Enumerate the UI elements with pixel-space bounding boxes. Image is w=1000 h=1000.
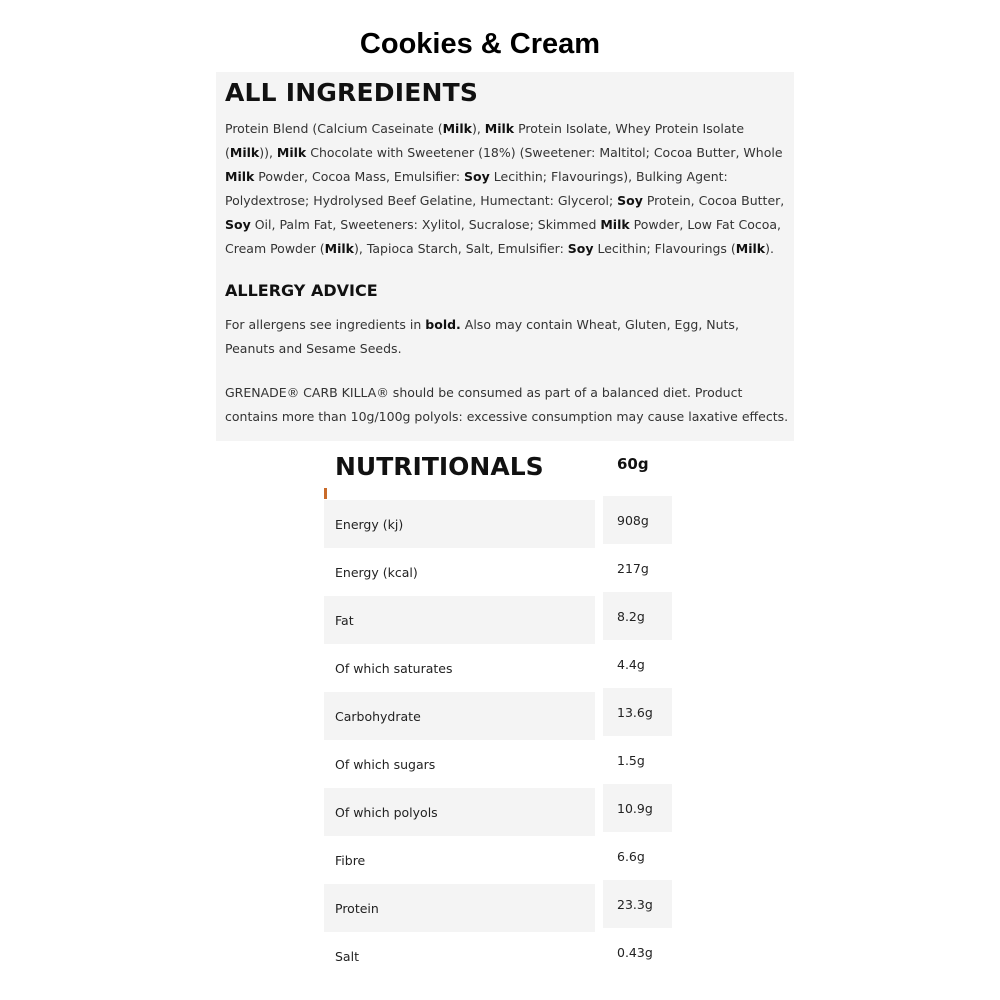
- nutrient-label: Salt: [335, 949, 359, 964]
- nutrient-label: Carbohydrate: [324, 692, 595, 740]
- table-row: [324, 836, 672, 884]
- text-segment: Lecithin; Flavourings (: [593, 241, 736, 256]
- text-segment: Protein Isolate, Whey Protein Isolate (: [225, 121, 745, 160]
- nutrient-label: Of which saturates: [335, 661, 453, 676]
- allergen-word: Milk: [276, 145, 307, 160]
- nutrient-value: 4.4g: [617, 657, 645, 672]
- text-segment: Powder, Low Fat Cocoa, Cream Powder (: [225, 217, 782, 256]
- page-title: Cookies & Cream: [359, 28, 601, 60]
- nutrient-value: 13.6g: [603, 688, 672, 736]
- text-segment: ),: [471, 121, 485, 136]
- text-segment: Powder, Cocoa Mass, Emulsifier:: [254, 169, 465, 184]
- allergy-text: [225, 313, 790, 361]
- table-row: [324, 788, 672, 836]
- nutrient-value: 10.9g: [603, 784, 672, 832]
- nutrient-label: Fibre: [335, 853, 366, 868]
- allergen-word: Milk: [324, 241, 354, 256]
- text-segment: Lecithin; Flavourings), Bulking Agent: Polydextrose; Hydrolysed Beef Gelatine, Humectant: Glycerol;: [225, 169, 728, 208]
- nutrient-value: 1.5g: [617, 753, 645, 768]
- allergen-word: Soy: [617, 193, 643, 208]
- text-segment: Chocolate with Sweetener (18%) (Sweetener: Maltitol; Cocoa Butter, Whole: [306, 145, 783, 160]
- nutrient-value: 8.2g: [603, 592, 672, 640]
- text-segment: ), Tapioca Starch, Salt, Emulsifier:: [354, 241, 568, 256]
- table-row: [324, 500, 672, 548]
- text-segment: Protein Blend (Calcium Caseinate (: [225, 121, 443, 136]
- allergen-word: Soy: [464, 169, 490, 184]
- warning-text: GRENADE® CARB KILLA® should be consumed as part of a balanced diet. Product contains more than 10g/100g polyols: excessive consumption may cause laxative effects.: [225, 385, 789, 424]
- allergen-word: Soy: [225, 217, 251, 232]
- nutrient-label: Energy (kj): [324, 500, 595, 548]
- nutrient-value: 6.6g: [617, 849, 645, 864]
- table-row: [324, 644, 672, 692]
- table-row: [324, 740, 672, 788]
- allergen-word: Milk: [229, 145, 260, 160]
- allergen-word: Milk: [735, 241, 766, 256]
- allergen-word: Soy: [567, 241, 594, 256]
- allergen-word: Milk: [484, 121, 515, 136]
- text-segment: )),: [259, 145, 277, 160]
- text-segment: Protein, Cocoa Butter,: [642, 193, 785, 208]
- allergen-word: bold.: [425, 317, 461, 332]
- text-segment: For allergens see ingredients in: [225, 317, 426, 332]
- text-segment: Also may contain Wheat, Gluten, Egg, Nuts, Peanuts and Sesame Seeds.: [225, 317, 739, 356]
- nutrient-value: 908g: [603, 496, 672, 544]
- table-row: [324, 548, 672, 596]
- nutritionals-heading: NUTRITIONALS: [335, 452, 544, 481]
- nutrient-value: 23.3g: [603, 880, 672, 928]
- nutrient-label: Of which polyols: [324, 788, 595, 836]
- nutrient-value: 0.43g: [617, 945, 653, 960]
- allergy-heading: ALLERGY ADVICE: [225, 281, 378, 300]
- nutrition-table: [324, 500, 672, 980]
- nutrient-value: 217g: [617, 561, 649, 576]
- accent-mark: [324, 488, 327, 499]
- ingredients-text: [225, 117, 790, 261]
- allergen-word: Milk: [442, 121, 472, 136]
- table-row: [324, 932, 672, 980]
- text-segment: ).: [765, 241, 774, 256]
- text-segment: Oil, Palm Fat, Sweeteners: Xylitol, Sucralose; Skimmed: [250, 217, 601, 232]
- ingredients-heading: ALL INGREDIENTS: [225, 78, 479, 107]
- ingredients-panel: [216, 72, 794, 441]
- nutrient-label: Of which sugars: [335, 757, 436, 772]
- table-row: [324, 692, 672, 740]
- nutrient-label: Fat: [324, 596, 595, 644]
- nutrient-label: Protein: [324, 884, 595, 932]
- nutrient-label: Energy (kcal): [335, 565, 418, 580]
- allergen-word: Milk: [600, 217, 630, 232]
- serving-size-label: 60g: [617, 455, 649, 473]
- table-row: [324, 596, 672, 644]
- table-row: [324, 884, 672, 932]
- allergen-word: Milk: [225, 169, 255, 184]
